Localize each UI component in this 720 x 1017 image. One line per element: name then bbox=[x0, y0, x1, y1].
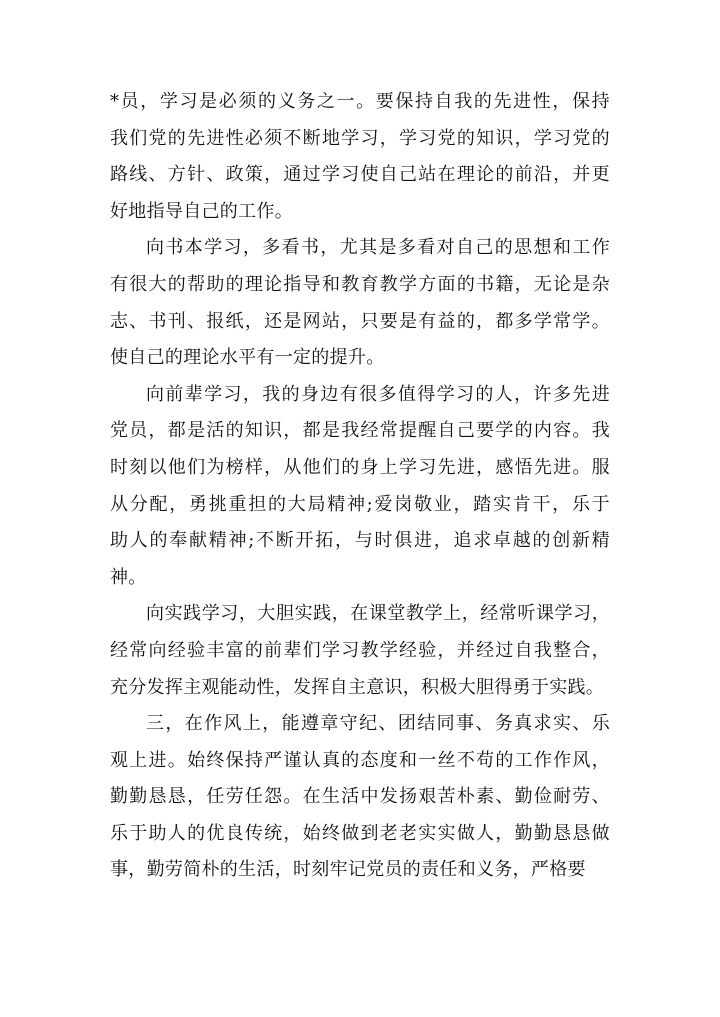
text-line: 志、书刊、报纸，还是网站，只要是有益的，都多学常学。 bbox=[110, 310, 610, 332]
text-line: 三，在作风上，能遵章守纪、团结同事、务真求实、乐 bbox=[146, 713, 610, 735]
text-line: 我们党的先进性必须不断地学习，学习党的知识，学习党的 bbox=[110, 127, 610, 149]
text-line: *员，学习是必须的义务之一。要保持自我的先进性，保持 bbox=[110, 91, 610, 112]
text-line: 经常向经验丰富的前辈们学习教学经验，并经过自我整合， bbox=[110, 639, 610, 661]
paragraph bbox=[110, 596, 610, 706]
text-line: 事，勤劳简朴的生活，时刻牢记党员的责任和义务，严格要 bbox=[110, 859, 586, 881]
text-line: 神。 bbox=[110, 566, 147, 588]
text-line: 从分配，勇挑重担的大局精神;爱岗敬业，踏实肯干，乐于 bbox=[110, 493, 610, 515]
text-line: 使自己的理论水平有一定的提升。 bbox=[110, 347, 385, 369]
body-text bbox=[110, 84, 610, 889]
text-line: 向书本学习，多看书，尤其是多看对自己的思想和工作 bbox=[146, 237, 610, 259]
text-line: 党员，都是活的知识，都是我经常提醒自己要学的内容。我 bbox=[110, 420, 610, 442]
text-line: 向实践学习，大胆实践，在课堂教学上，经常听课学习， bbox=[146, 603, 610, 625]
text-line: 勤勤恳恳，任劳任怨。在生活中发扬艰苦朴素、勤俭耐劳、 bbox=[110, 786, 610, 808]
text-line: 向前辈学习，我的身边有很多值得学习的人，许多先进 bbox=[146, 383, 610, 405]
text-line: 有很大的帮助的理论指导和教育教学方面的书籍，无论是杂 bbox=[110, 273, 610, 295]
text-line: 时刻以他们为榜样，从他们的身上学习先进，感悟先进。服 bbox=[110, 456, 610, 478]
text-line: 乐于助人的优良传统，始终做到老老实实做人，勤勤恳恳做 bbox=[110, 822, 610, 844]
text-line: 助人的奉献精神;不断开拓，与时俱进，追求卓越的创新精 bbox=[110, 530, 610, 552]
text-line: 路线、方针、政策，通过学习使自己站在理论的前沿，并更 bbox=[110, 164, 610, 186]
paragraph bbox=[110, 706, 610, 889]
text-line: 观上进。始终保持严谨认真的态度和一丝不苟的工作作风， bbox=[110, 749, 610, 771]
text-line: 充分发挥主观能动性，发挥自主意识，积极大胆得勇于实践。 bbox=[110, 676, 605, 698]
paragraph bbox=[110, 230, 610, 376]
paragraph bbox=[110, 84, 610, 230]
paragraph bbox=[110, 377, 610, 597]
text-line: 好地指导自己的工作。 bbox=[110, 200, 293, 222]
